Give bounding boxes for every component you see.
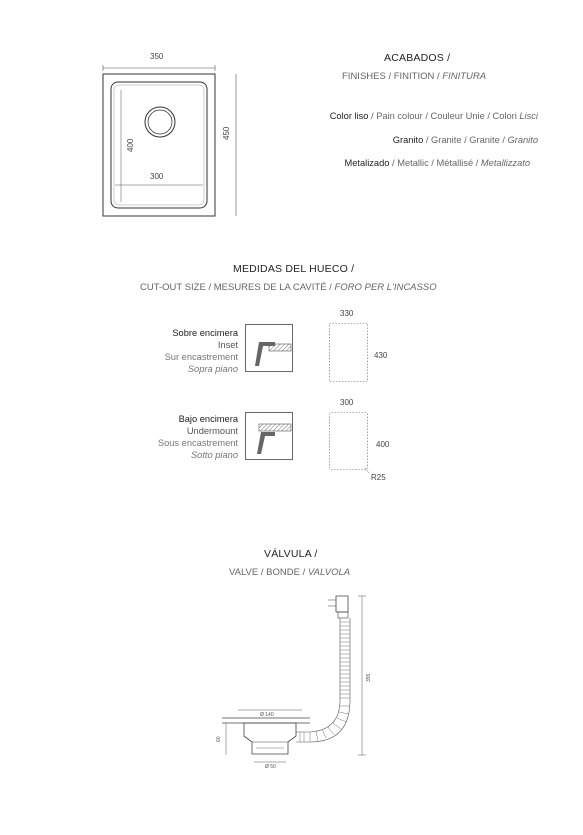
dim-height-label: 450 bbox=[222, 126, 231, 140]
inset-labels: Sobre encimera Inset Sur encastrement Sopra piano bbox=[164, 328, 238, 374]
valve-subtitle: VALVE / BONDE / VALVOLA bbox=[229, 567, 351, 578]
valve-heading: VÁLVULA / bbox=[264, 548, 318, 560]
finish-row-metallic: Metalizado / Metallic / Métallisé / Metallizzato bbox=[344, 158, 530, 168]
cutout-heading: MEDIDAS DEL HUECO / bbox=[233, 263, 355, 275]
undermount-height-label: 400 bbox=[376, 440, 390, 449]
cutout-subtitle: CUT-OUT SIZE / MESURES DE LA CAVITÉ / FORO PER L'INCASSO bbox=[140, 282, 437, 293]
dim-inner-width-label: 300 bbox=[150, 172, 164, 181]
dim-inner-height-label: 400 bbox=[126, 138, 135, 152]
valve-d1-label: Ø 140 bbox=[260, 712, 274, 718]
finish-row-granite: Granito / Granite / Granite / Granito bbox=[392, 135, 538, 145]
inset-cutout-rect bbox=[329, 323, 369, 383]
valve-drawing bbox=[210, 590, 380, 775]
valve-h-label: 60 bbox=[216, 736, 222, 742]
finishes-heading: ACABADOS / bbox=[384, 52, 451, 64]
valve-total-label: 355 bbox=[366, 673, 372, 682]
dim-width-label: 350 bbox=[150, 52, 164, 61]
inset-icon bbox=[245, 324, 293, 372]
finish-row-plain: Color liso / Pain colour / Couleur Unie / Colori Lisci bbox=[329, 111, 538, 121]
undermount-labels: Bajo encimera Undermount Sous encastrement Sotto piano bbox=[157, 414, 238, 460]
inset-width-label: 330 bbox=[340, 309, 354, 318]
valve-d2-label: Ø 50 bbox=[265, 764, 276, 770]
undermount-width-label: 300 bbox=[340, 398, 354, 407]
undermount-radius-label: R25 bbox=[371, 473, 386, 482]
inset-height-label: 430 bbox=[374, 351, 388, 360]
undermount-icon bbox=[245, 412, 293, 460]
sink-plan-drawing bbox=[95, 62, 245, 222]
undermount-cutout-rect bbox=[329, 412, 369, 474]
finishes-subtitle: FINISHES / FINITION / FINITURA bbox=[342, 71, 487, 82]
